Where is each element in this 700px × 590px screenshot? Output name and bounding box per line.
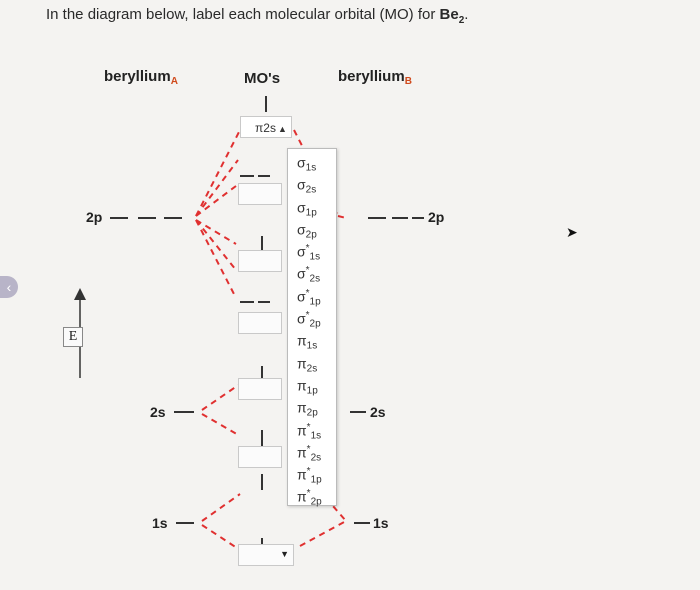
mouse-cursor-icon: ➤: [566, 224, 578, 240]
mo-option[interactable]: [288, 149, 336, 174]
mo-option-symbol: π: [297, 333, 307, 350]
mo-option[interactable]: [288, 372, 336, 397]
right-atom-subscript: B: [404, 76, 412, 87]
mo-options-dropdown[interactable]: [287, 148, 337, 509]
mo-option[interactable]: [288, 216, 336, 241]
mo-option-star: *: [306, 488, 311, 500]
mo-option-subscript: 2p: [310, 497, 322, 509]
mo-slot-6[interactable]: [238, 446, 282, 468]
mo-option-subscript: 2p: [305, 229, 317, 241]
mo-option-subscript: 1s: [310, 430, 322, 442]
mo-option-symbol: σ: [297, 266, 306, 283]
mo-option[interactable]: [288, 461, 336, 486]
left-atom-subscript: A: [170, 76, 178, 87]
left-2s-correlation-lines: [202, 384, 240, 436]
right-1s-label: 1s: [373, 515, 389, 531]
mo-slot-4[interactable]: [238, 312, 282, 334]
left-1s-correlation-lines: [202, 494, 240, 550]
mo-option-symbol: π: [297, 399, 307, 416]
mo-option-symbol: π: [297, 444, 307, 461]
mo-option-symbol: σ: [297, 199, 306, 216]
mo-option[interactable]: [288, 238, 336, 263]
mo-option-subscript: 1p: [305, 207, 317, 219]
mo-option-subscript: 2p: [306, 407, 318, 419]
mo-option-subscript: 1p: [309, 296, 321, 308]
mo-option-symbol: σ: [297, 154, 306, 171]
mo-option-star: *: [306, 421, 311, 433]
left-1s-label: 1s: [152, 515, 168, 531]
mo-option-subscript: 1p: [306, 385, 318, 397]
mo-option[interactable]: [288, 483, 336, 509]
mo-option-subscript: 1s: [305, 162, 317, 174]
mo-option[interactable]: [288, 350, 336, 375]
question-prefix: In the diagram below, label each molecular orbital (MO) for: [46, 6, 440, 23]
mo-option-symbol: σ: [297, 310, 306, 327]
mo-option[interactable]: [288, 283, 336, 308]
question-molecule-subscript: 2: [458, 15, 465, 26]
mo-slot-2[interactable]: [238, 183, 282, 205]
mo-option-symbol: σ: [297, 176, 306, 193]
mo-option-symbol: π: [297, 422, 307, 439]
mo-select-open[interactable]: [240, 116, 292, 138]
mo-option-star: *: [305, 265, 310, 277]
right-atom-name: beryllium: [338, 68, 405, 85]
right-2s-label: 2s: [370, 404, 386, 420]
mo-option-subscript: 1s: [309, 251, 321, 263]
right-2p-label: 2p: [428, 209, 445, 225]
mo-option-subscript: 2s: [305, 184, 317, 196]
mo-option[interactable]: [288, 171, 336, 196]
mo-option-symbol: σ: [297, 288, 306, 305]
mo-option-symbol: π: [297, 466, 307, 483]
mo-option[interactable]: [288, 260, 336, 286]
mo-slot-7[interactable]: [238, 544, 294, 566]
mo-option-subscript: 2p: [309, 318, 321, 330]
left-2p-label: 2p: [86, 209, 103, 225]
question-molecule: Be: [439, 6, 459, 23]
mo-option-symbol: σ: [297, 221, 306, 238]
mo-option-symbol: π: [297, 355, 307, 372]
mo-option-subscript: 1s: [306, 341, 318, 353]
mo-header: MO's: [244, 70, 281, 87]
mo-option-subscript: 2s: [309, 274, 321, 286]
mo-option-star: *: [305, 287, 310, 299]
mo-option[interactable]: [288, 439, 336, 464]
mo-option[interactable]: [288, 327, 336, 353]
left-2p-correlation-lines: [196, 130, 240, 298]
mo-option[interactable]: [288, 305, 336, 330]
mo-option-star: *: [305, 310, 310, 322]
mo-option-star: *: [306, 466, 311, 478]
mo-option-star: *: [305, 243, 310, 255]
chevron-left-icon: ‹: [6, 279, 12, 295]
dropdown-caret-up-icon: ▲: [277, 124, 287, 134]
mo-option[interactable]: [288, 394, 336, 419]
left-atom-name: beryllium: [104, 68, 171, 85]
mo-option[interactable]: [288, 417, 336, 442]
mo-option-symbol: π: [297, 489, 307, 506]
mo-option-symbol: π: [297, 377, 307, 394]
mo-option-symbol: σ: [297, 243, 306, 260]
mo-slot-3[interactable]: [238, 250, 282, 272]
mo-option-subscript: 2s: [306, 363, 318, 375]
energy-axis-arrowhead: [74, 288, 86, 300]
mo-option[interactable]: [288, 194, 336, 219]
mo-option-star: *: [306, 443, 311, 455]
question-suffix: .: [464, 6, 469, 23]
left-2s-label: 2s: [150, 404, 166, 420]
mo-option-subscript: 1p: [310, 474, 322, 486]
mo-select-value: π2s: [255, 121, 276, 135]
energy-axis-label: E: [63, 327, 83, 347]
dropdown-caret-down-icon: ▼: [280, 549, 289, 559]
mo-slot-5[interactable]: [238, 378, 282, 400]
mo-option-subscript: 2s: [310, 452, 322, 464]
